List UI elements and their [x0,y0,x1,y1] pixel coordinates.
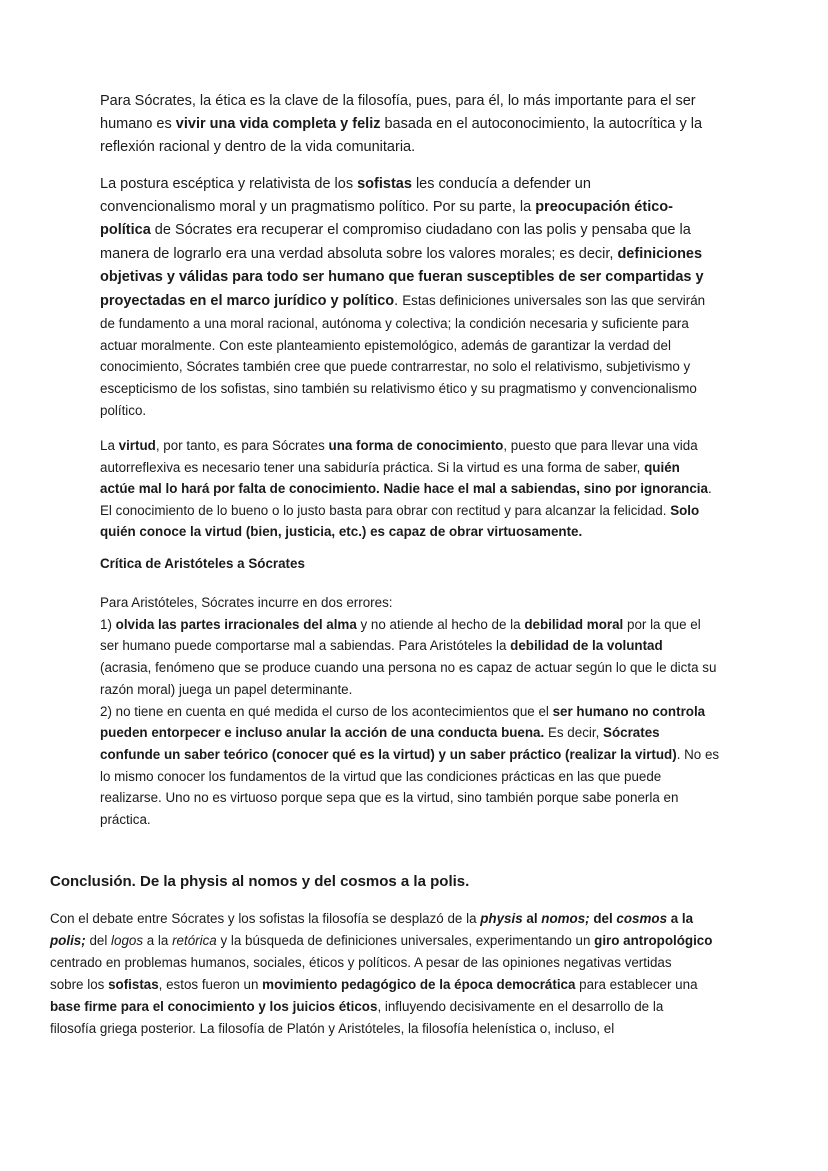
text-line [100,289,705,313]
text-run: les conducía a defender un [411,176,591,192]
text-line [100,356,697,378]
emphasized-text: política [100,222,151,239]
emphasized-text: proyectadas en el marco jurídico y político [100,293,395,310]
text-run: Para Sócrates, la ética es la clave de la filosofía, pues, para él, lo más importante para el ser [100,93,696,109]
emphasized-text: sofistas [108,977,159,992]
emphasized-text: physis [480,911,523,926]
text-line [100,335,697,357]
text-run: filosofía griega posterior. La filosofía de Platón y Aristóteles, la filosofía helenística o, incluso, el [50,1021,615,1036]
emphasized-text: logos [111,933,144,948]
emphasized-text: olvida las partes irracionales del alma [115,616,357,632]
text-run: manera de lograrlo era una verdad absoluta sobre los valores morales; es decir, [100,245,618,262]
text-line [100,766,719,788]
paragraph-sophists-posture-continued [100,313,697,422]
emphasized-text: Sócrates [603,725,660,741]
text-run: conocimiento, Sócrates también cree que puede contrarrestar, no solo el relativismo, subjetivismo y [100,359,691,375]
text-line [100,378,697,400]
text-run: La [100,438,119,453]
emphasized-text: confunde un saber teórico (conocer qué es la virtud) y un saber práctico (realizar la virtud) [100,746,677,762]
text-line [100,113,702,136]
text-line [100,313,697,335]
emphasized-text: retórica [172,933,217,948]
text-run: . [707,481,712,497]
text-run: político. [100,402,147,418]
text-run: autorreflexiva es necesario tener una sabiduría práctica. Si la virtud es una forma de saber, [100,459,645,475]
paragraph-aristotle-errors [100,592,719,831]
emphasized-text: una forma de conocimiento [328,438,504,453]
text-line [100,400,697,422]
paragraph-virtue [100,435,712,543]
paragraph-socrates-ethics [100,90,702,159]
emphasized-text: giro antropológico [594,933,713,948]
emphasized-text: Solo [670,502,700,518]
text-line [100,592,719,614]
text-run: del [85,933,112,948]
text-run: actuar moralmente. Con este planteamiento epistemológico, además de garantizar la verdad del [100,337,671,353]
text-run: y la búsqueda de definiciones universales, experimentando un [216,933,595,948]
text-line [100,679,719,701]
text-line [50,974,712,996]
emphasized-text: cosmos [616,911,668,926]
emphasized-text: movimiento pedagógico de la época democrática [262,977,576,992]
emphasized-text: pueden entorpecer e incluso anular la acción de una conducta buena. [100,725,545,741]
emphasized-text: objetivas y válidas para todo ser humano que fueran susceptibles de ser compartidas y [100,268,704,285]
text-run: , por tanto, es para Sócrates [155,438,329,453]
text-line [100,809,719,831]
text-line [50,908,712,930]
text-run: escepticismo de los sofistas, sino también su relativismo ético y su pragmatismo y convencionalismo [100,381,697,397]
text-run: , puesto que para llevar una vida [503,438,698,453]
emphasized-text: virtud [118,438,156,453]
text-run: Crítica de Aristóteles a Sócrates [100,556,305,571]
emphasized-text: definiciones [617,245,703,262]
text-line [100,435,712,457]
text-line [100,243,705,266]
text-line [100,266,705,289]
emphasized-text: actúe mal lo hará por falta de conocimiento. Nadie hace el mal a sabiendas, sino por ignorancia [100,481,708,497]
emphasized-text: nomos; [541,911,590,926]
subheading-aristotle-critique [100,553,305,575]
text-line [50,952,712,974]
emphasized-text: quién conoce la virtud (bien, justicia, etc.) es capaz de obrar virtuosamente. [100,524,583,540]
text-run: lo mismo conocer los fundamentos de la virtud que las condiciones prácticas en las que puede [100,768,662,784]
text-line [100,744,719,766]
text-run: basada en el autoconocimiento, la autocrítica y la [380,116,703,132]
text-run: de fundamento a una moral racional, autónoma y colectiva; la condición necesaria y suficiente para [100,316,689,331]
text-line [100,478,712,500]
text-run: Para Aristóteles, Sócrates incurre en dos errores: [100,595,393,610]
text-run: 2) no tiene en cuenta en qué medida el curso de los acontecimientos que el [100,703,553,719]
text-run: convencionalismo moral y un pragmatismo político. Por su parte, la [100,199,536,216]
paragraph-conclusion [50,908,712,1040]
text-line [50,996,712,1018]
text-run: razón moral) juega un papel determinante. [100,681,353,697]
text-run: Es decir, [544,725,604,741]
text-run: . No es [676,746,720,762]
text-run: centrado en problemas humanos, sociales, éticos y políticos. A pesar de las opiniones negativas vertidas [50,955,672,970]
text-run: (acrasia, fenómeno que se produce cuando una persona no es capaz de actuar según lo que le dicta su [100,660,717,676]
emphasized-text: sofistas [357,176,412,192]
text-line [100,635,719,657]
text-run: , influyendo decisivamente en el desarrollo de la [377,999,664,1014]
paragraph-sophists-posture [100,173,705,313]
emphasized-text: a la [667,911,694,926]
text-line [100,521,712,543]
text-line [100,787,719,809]
text-line [50,870,469,894]
emphasized-text: quién [644,459,680,475]
text-line [100,219,705,242]
text-run: práctica. [100,812,151,828]
emphasized-text: debilidad de la voluntad [510,638,663,654]
text-run: y no atiende al hecho de la [356,616,525,632]
text-run: Con el debate entre Sócrates y los sofistas la filosofía se desplazó de la [50,911,481,926]
text-run: humano es [100,116,176,132]
text-run: realizarse. Uno no es virtuoso porque sepa que es la virtud, sino también porque sabe ponerla en [100,790,679,806]
text-run: sobre los [50,977,109,992]
text-line [100,722,719,744]
text-line [100,136,702,159]
text-run: 1) [100,616,116,632]
heading-conclusion [50,870,469,894]
text-run: para establecer una [575,977,698,992]
emphasized-text: polis; [50,933,86,948]
emphasized-text: ser humano no controla [552,703,706,719]
text-run: , estos fueron un [158,977,263,992]
text-run: El conocimiento de lo bueno o lo justo basta para obrar con rectitud y para alcanzar la felicidad. [100,502,671,518]
emphasized-text: Estas definiciones universales son las que servirán [402,293,706,309]
text-run: ser humano puede comportarse mal a sabiendas. Para Aristóteles la [100,638,511,654]
text-line [100,657,719,679]
text-run: Conclusión. De la physis al nomos y del cosmos a la polis. [50,873,470,890]
text-line [100,173,705,196]
text-line [100,500,712,522]
text-line [100,553,305,575]
text-run: . [394,293,403,310]
text-run: a la [143,933,173,948]
text-line [50,1018,712,1040]
text-line [100,196,705,219]
emphasized-text: del [589,911,617,926]
text-run: reflexión racional y dentro de la vida comunitaria. [100,139,416,155]
text-run: por la que el [623,616,701,632]
emphasized-text: debilidad moral [524,616,624,632]
text-line [50,930,712,952]
emphasized-text: preocupación ético- [535,199,673,216]
text-run: La postura escéptica y relativista de los [100,176,358,192]
emphasized-text: base firme para el conocimiento y los juicios éticos [50,999,378,1014]
emphasized-text: vivir una vida completa y feliz [175,116,381,132]
emphasized-text: al [522,911,542,926]
text-run: de Sócrates era recuperar el compromiso ciudadano con las polis y pensaba que la [150,222,691,239]
text-line [100,614,719,636]
text-line [100,457,712,479]
text-line [100,90,702,113]
text-line [100,701,719,723]
